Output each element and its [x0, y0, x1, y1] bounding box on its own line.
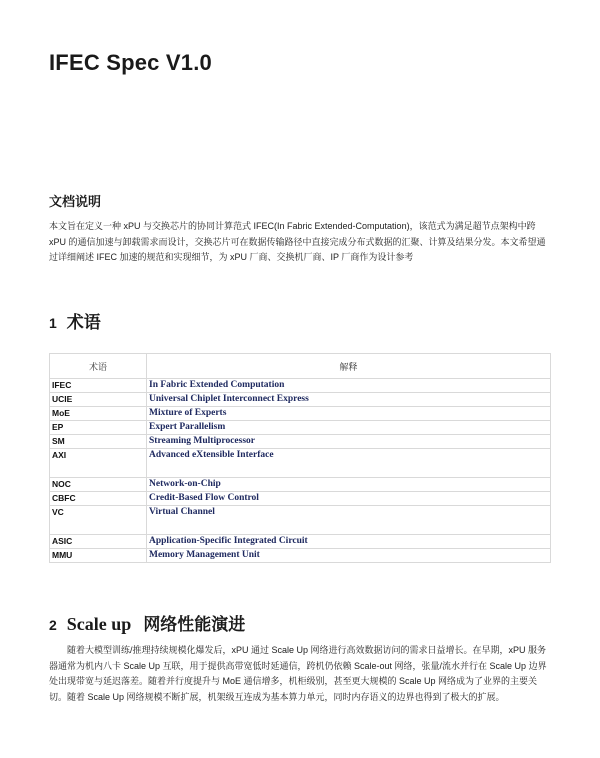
term-full: Network-on-Chip — [147, 478, 551, 492]
term-full: In Fabric Extended Computation — [147, 379, 551, 393]
section-2-number: 2 — [49, 617, 57, 633]
term-full: Expert Parallelism — [147, 421, 551, 435]
term-abbr: CBFC — [50, 492, 147, 506]
term-abbr: VC — [50, 506, 147, 535]
table-row — [50, 435, 551, 449]
term-full: Application-Specific Integrated Circuit — [147, 535, 551, 549]
terms-table-header — [50, 354, 551, 379]
term-abbr: AXI — [50, 449, 147, 478]
table-row — [50, 549, 551, 563]
section-2-heading — [49, 610, 245, 635]
term-abbr: NOC — [50, 478, 147, 492]
header-term: 术语 — [50, 354, 147, 379]
document-title: IFEC Spec V1.0 — [49, 50, 212, 75]
term-abbr: UCIE — [50, 393, 147, 407]
section-2-paragraph: 随着大模型训练/推理持续规模化爆发后，xPU 通过 Scale Up 网络进行高效数据访问的需求日益增长。在早期，xPU 服务器通常为机内八卡 Scale Up 互联，用于提供高带宽低时延通信，跨机仍依赖 Scale-out 网络，张量/流水并行在 Scale Up 边界处出现带宽与延迟落差。随着并行度提升与 MoE 通信增多，机柜级别，甚至更大规模的 Scale Up 网络成为了业界的主要关切。随着 Scale Up 网络规模不断扩展，机架级互连成为基本算力单元，同时内存语义的边界也得到了极大的扩展。 — [49, 645, 547, 702]
table-row — [50, 535, 551, 549]
term-full: Universal Chiplet Interconnect Express — [147, 393, 551, 407]
term-abbr: IFEC — [50, 379, 147, 393]
term-full: Advanced eXtensible Interface — [147, 449, 551, 478]
table-row — [50, 449, 551, 478]
table-row — [50, 478, 551, 492]
term-abbr: ASIC — [50, 535, 147, 549]
term-full: Memory Management Unit — [147, 549, 551, 563]
description-heading: 文档说明 — [49, 194, 102, 209]
term-abbr: EP — [50, 421, 147, 435]
section-1-heading — [49, 308, 101, 333]
term-abbr: MoE — [50, 407, 147, 421]
section-2-title-cn: 网络性能演进 — [143, 615, 246, 634]
header-explanation: 解释 — [147, 354, 551, 379]
term-full: Credit-Based Flow Control — [147, 492, 551, 506]
description-paragraph: 本文旨在定义一种 xPU 与交换芯片的协同计算范式 IFEC(In Fabric Extended-Computation)，该范式为满足超节点架构中跨 xPU 的通信加速与卸载需求而设计，交换芯片可在数据传输路径中直接完成分布式数据的汇聚、计算及结果分发。本文希望通过详细阐述 IFEC 加速的规范和实现细节，为 xPU 厂商、交换机厂商、IP 厂商作为设计参考 — [49, 221, 546, 262]
table-row — [50, 421, 551, 435]
term-abbr: SM — [50, 435, 147, 449]
table-row — [50, 393, 551, 407]
table-row — [50, 379, 551, 393]
term-full: Mixture of Experts — [147, 407, 551, 421]
section-1-title: 术语 — [66, 313, 101, 332]
term-full: Streaming Multiprocessor — [147, 435, 551, 449]
section-2-title-en: Scale up — [66, 614, 132, 634]
terms-table — [49, 353, 551, 563]
table-row — [50, 506, 551, 535]
term-full: Virtual Channel — [147, 506, 551, 535]
table-row — [50, 407, 551, 421]
term-abbr: MMU — [50, 549, 147, 563]
table-row — [50, 492, 551, 506]
section-1-number: 1 — [49, 315, 57, 331]
